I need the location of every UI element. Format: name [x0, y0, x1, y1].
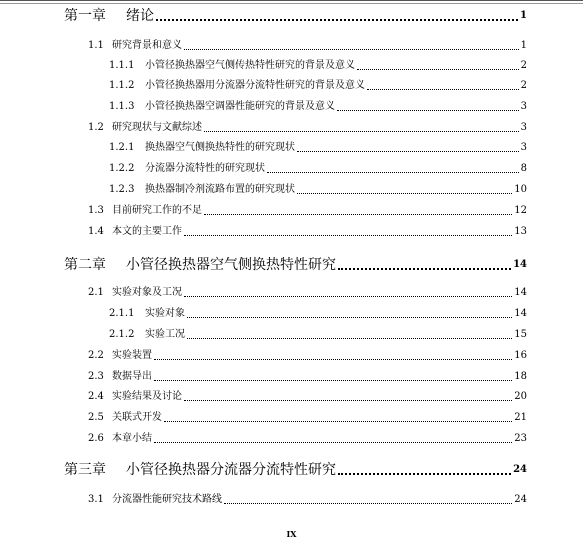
toc-entry-page: 13	[514, 226, 527, 237]
toc-entry-section[interactable]	[88, 350, 527, 362]
toc-entry-page: 3	[520, 101, 527, 112]
toc-entry-page: 1	[520, 10, 527, 21]
toc-entry-section[interactable]	[88, 287, 527, 299]
toc-entry-number: 2.2	[88, 350, 104, 361]
toc-entry-title: 研究背景和意义	[112, 40, 182, 51]
toc-dot-leader	[184, 235, 512, 236]
toc-dot-leader	[338, 268, 511, 270]
toc-entry-section[interactable]	[88, 40, 527, 52]
toc-entry-title: 小管径换热器空气侧传热特性研究的背景及意义	[145, 60, 355, 71]
toc-entry-section[interactable]	[88, 205, 527, 217]
toc-entry-number: 1.1.3	[109, 101, 135, 112]
toc-dot-leader	[338, 473, 511, 475]
toc-entry-number: 2.6	[88, 433, 104, 444]
toc-entry-page: 2	[520, 60, 527, 71]
toc-entry-number: 1.4	[88, 226, 104, 237]
toc-entry-page: 21	[514, 412, 527, 423]
toc-dot-leader	[154, 380, 512, 381]
toc-entry-number: 2.5	[88, 412, 104, 423]
toc-entry-title: 数据导出	[112, 371, 152, 382]
toc-entry-title: 小管径换热器用分流器分流特性研究的背景及意义	[145, 80, 365, 91]
toc-dot-leader	[204, 214, 512, 215]
toc-dot-leader	[154, 359, 512, 360]
toc-entry-number: 1.2.3	[109, 184, 135, 195]
toc-entry-section[interactable]	[88, 391, 527, 403]
toc-entry-number: 2.1	[88, 287, 104, 298]
toc-entry-page: 1	[520, 40, 527, 51]
toc-entry-number: 第三章	[64, 462, 106, 478]
toc-entry-title: 小管径换热器分流器分流特性研究	[126, 462, 336, 478]
toc-entry-page: 2	[520, 80, 527, 91]
toc-entry-section[interactable]	[88, 226, 527, 238]
toc-entry-page: 23	[514, 433, 527, 444]
toc-entry-title: 实验对象	[145, 308, 185, 319]
toc-entry-number: 1.1.1	[109, 60, 135, 71]
toc-entry-subsection[interactable]	[109, 329, 527, 341]
toc-dot-leader	[184, 400, 512, 401]
toc-dot-leader	[156, 19, 518, 21]
toc-entry-title: 换热器空气侧换热特性的研究现状	[145, 142, 295, 153]
toc-entry-title: 分流器性能研究技术路线	[112, 494, 222, 505]
toc-entry-chapter[interactable]	[64, 462, 527, 478]
toc-entry-section[interactable]	[88, 412, 527, 424]
toc-entry-title: 实验结果及讨论	[112, 391, 182, 402]
toc-entry-page: 14	[513, 259, 527, 270]
toc-entry-subsection[interactable]	[109, 308, 527, 320]
toc-entry-page: 16	[514, 350, 527, 361]
toc-entry-number: 1.2	[88, 122, 104, 133]
toc-entry-title: 实验装置	[112, 350, 152, 361]
toc-entry-title: 目前研究工作的不足	[112, 205, 202, 216]
toc-entry-number: 第二章	[64, 257, 106, 273]
toc-entry-page: 3	[520, 122, 527, 133]
toc-entry-subsection[interactable]	[109, 142, 527, 154]
toc-entry-subsection[interactable]	[109, 163, 527, 175]
toc-entry-section[interactable]	[88, 494, 527, 506]
toc-entry-title: 绪论	[126, 8, 154, 24]
toc-entry-title: 换热器制冷剂流路布置的研究现状	[145, 184, 295, 195]
toc-entry-page: 14	[514, 287, 527, 298]
toc-entry-page: 18	[514, 371, 527, 382]
toc-entry-number: 1.1.2	[109, 80, 135, 91]
toc-entry-section[interactable]	[88, 371, 527, 383]
toc-entry-title: 小管径换热器空气侧换热特性研究	[126, 257, 336, 273]
toc-dot-leader	[187, 317, 512, 318]
toc-entry-subsection[interactable]	[109, 80, 527, 92]
toc-entry-number: 2.1.1	[109, 308, 135, 319]
toc-entry-number: 第一章	[64, 8, 106, 24]
toc-entry-page: 15	[514, 329, 527, 340]
toc-dot-leader	[357, 69, 519, 70]
toc-entry-page: 14	[514, 308, 527, 319]
toc-dot-leader	[367, 89, 519, 90]
toc-entry-title: 本章小结	[112, 433, 152, 444]
toc-entry-page: 24	[513, 464, 527, 475]
toc-entry-title: 关联式开发	[112, 412, 162, 423]
toc-entry-number: 2.4	[88, 391, 104, 402]
toc-dot-leader	[184, 49, 519, 50]
toc-entry-number: 1.2.1	[109, 142, 135, 153]
toc-entry-number: 1.3	[88, 205, 104, 216]
toc-entry-chapter[interactable]	[64, 257, 527, 273]
toc-dot-leader	[297, 151, 519, 152]
toc-entry-title: 研究现状与文献综述	[112, 122, 202, 133]
toc-dot-leader	[337, 110, 519, 111]
toc-dot-leader	[267, 172, 519, 173]
toc-entry-title: 实验工况	[145, 329, 185, 340]
toc-entry-subsection[interactable]	[109, 101, 527, 113]
toc-entry-number: 1.2.2	[109, 163, 135, 174]
toc-entry-section[interactable]	[88, 433, 527, 445]
toc-entry-page: 24	[514, 494, 527, 505]
toc-entry-title: 小管径换热器空调器性能研究的背景及意义	[145, 101, 335, 112]
toc-entry-page: 10	[514, 184, 527, 195]
toc-entry-number: 1.1	[88, 40, 104, 51]
toc-entry-subsection[interactable]	[109, 184, 527, 196]
toc-dot-leader	[297, 193, 512, 194]
toc-entry-section[interactable]	[88, 122, 527, 134]
toc-dot-leader	[187, 338, 512, 339]
toc-entry-page: 20	[514, 391, 527, 402]
toc-dot-leader	[204, 131, 519, 132]
toc-dot-leader	[154, 442, 512, 443]
toc-dot-leader	[164, 421, 512, 422]
toc-entry-chapter[interactable]	[64, 8, 527, 24]
toc-entry-page: 3	[520, 142, 527, 153]
toc-entry-page: 8	[520, 163, 527, 174]
toc-entry-title: 分流器分流特性的研究现状	[145, 163, 265, 174]
toc-entry-page: 12	[514, 205, 527, 216]
page-number: IX	[286, 529, 297, 539]
toc-entry-number: 2.3	[88, 371, 104, 382]
toc-dot-leader	[184, 296, 512, 297]
toc-entry-subsection[interactable]	[109, 60, 527, 72]
toc-entry-title: 实验对象及工况	[112, 287, 182, 298]
toc-dot-leader	[224, 503, 512, 504]
toc-entry-title: 本文的主要工作	[112, 226, 182, 237]
toc-entry-number: 2.1.2	[109, 329, 135, 340]
toc-entry-number: 3.1	[88, 494, 104, 505]
